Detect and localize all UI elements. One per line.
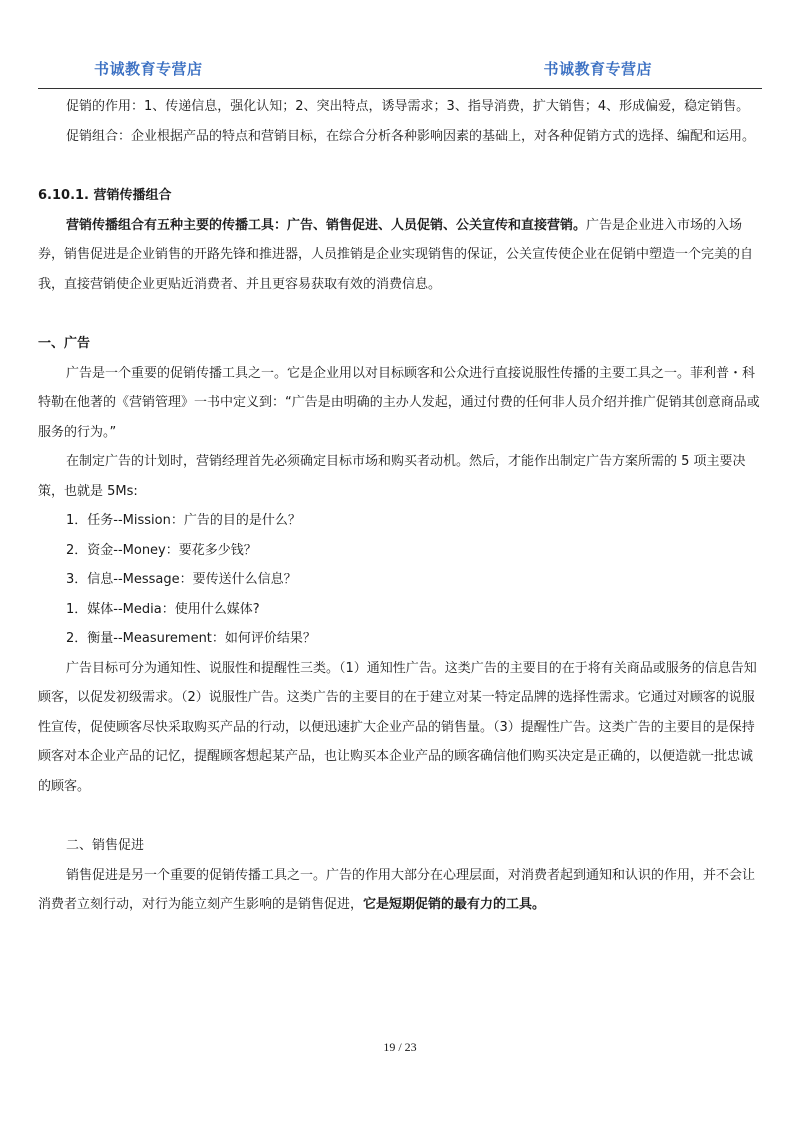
list-item: 1．媒体--Media：使用什么媒体? xyxy=(66,601,260,617)
page-header xyxy=(38,0,762,89)
spacer xyxy=(38,151,762,171)
spacer xyxy=(38,299,762,319)
section-heading: 6.10.1. 营销传播组合 xyxy=(38,188,172,203)
paragraph-sales-promotion xyxy=(38,861,762,920)
paragraph-ad-objectives: 广告目标可分为通知性、说服性和提醒性三类。（1）通知性广告。这类广告的主要目的在于将有关商品或服务的信息告知顾客，以促发初级需求。（2）说服性广告。这类广告的主要目的在于建立对某一特定品牌的选择性需求。它通过对顾客的说服性宣传，促使顾客尽快采取购买产品的行动，以便迅速扩大企业产品的销售量。（3）提醒性广告。这类广告的主要目的是保持顾客对本企业产品的记忆，提醒顾客想起某产品，也让购买本企业产品的顾客确信他们购买决定是正确的，以便造就一批忠诚的顾客。 xyxy=(38,660,757,794)
list-item: 2．资金--Money：要花多少钱？ xyxy=(66,542,257,558)
list-item: 1．任务--Mission：广告的目的是什么？ xyxy=(66,513,301,528)
page-number: 19 / 23 xyxy=(383,1040,417,1054)
header-brand-left: 书诚教育专营店 xyxy=(94,60,203,78)
paragraph-promotion-mix: 促销组合：企业根据产品的特点和营销目标，在综合分析各种影响因素的基础上，对各种促销方式的选择、编配和运用。 xyxy=(66,128,756,144)
spacer xyxy=(38,801,762,821)
bold-tail-text: 它是短期促销的最有力的工具。 xyxy=(363,897,546,912)
paragraph-text: 销售促进是另一个重要的促销传播工具之一。广告的作用大部分在心理层面，对消费者起到通知和认识的作用，并不会让消费者立刻行动，对行为能立刻产生影响的是销售促进， xyxy=(38,867,756,912)
ad-heading: 一、广告 xyxy=(38,336,91,351)
paragraph-communication-mix xyxy=(38,211,762,300)
list-item: 2．衡量--Measurement：如何评价结果？ xyxy=(66,631,316,646)
header-brand-right: 书诚教育专营店 xyxy=(543,60,652,78)
paragraph-text: 广告是企业进入市场的入场券，销售促进是企业销售的开路先锋和推进器，人员推销是企业实现销售的保证，公关宣传使企业在促销中塑造一个完美的自我，直接营销使企业更贴近消费者、并且更容易获取有效的消费信息。 xyxy=(38,217,754,292)
paragraph-ad-definition: 广告是一个重要的促销传播工具之一。它是企业用以对目标顾客和公众进行直接说服性传播的主要工具之一。菲利普・科特勒在他著的《营销管理》一书中定义到：“广告是由明确的主办人发起，通过付费的任何非人员介绍并推广促销其创意商品或服务的行为。” xyxy=(38,365,760,440)
bold-lead-text: 营销传播组合有五种主要的传播工具：广告、销售促进、人员促销、公关宣传和直接营销。 xyxy=(66,217,587,233)
document-body xyxy=(38,92,762,920)
list-item: 3．信息--Message：要传送什么信息？ xyxy=(66,572,297,587)
paragraph-ad-plan: 在制定广告的计划时，营销经理首先必须确定目标市场和购买者动机。然后，才能作出制定广告方案所需的 5 项主要决策，也就是 5Ms: xyxy=(38,454,746,499)
sales-heading: 二、销售促进 xyxy=(66,838,145,853)
paragraph-promotion-function: 促销的作用：1、传递信息，强化认知；2、突出特点，诱导需求；3、指导消费，扩大销售；4、形成偏爱，稳定销售。 xyxy=(66,99,750,114)
